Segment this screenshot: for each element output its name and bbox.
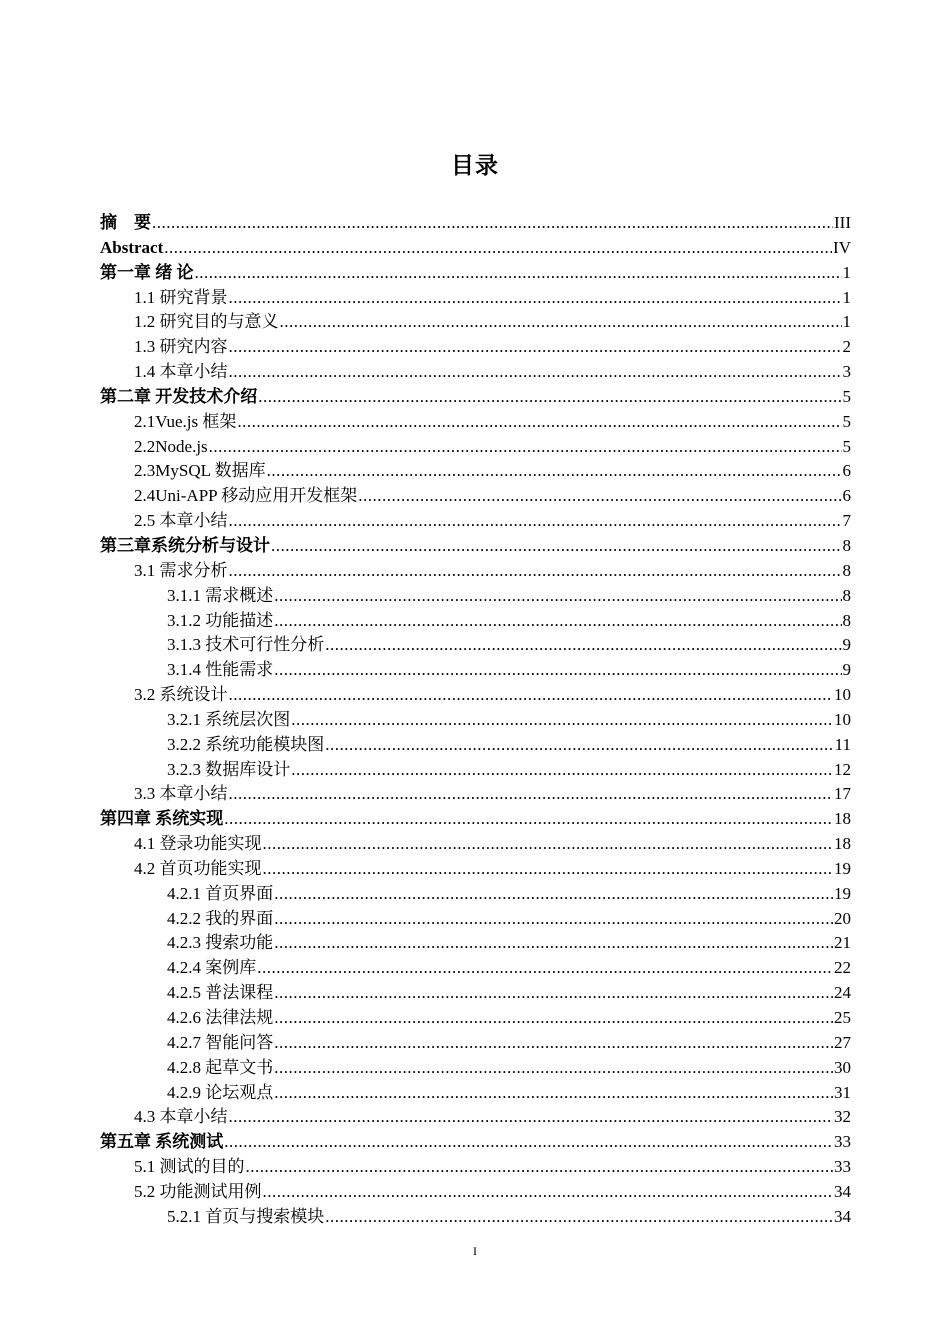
toc-entry[interactable]	[100, 956, 851, 981]
toc-entry-label: 第四章 系统实现	[100, 809, 224, 829]
toc-entry-page: IV	[833, 237, 851, 257]
toc-leader-dots	[274, 931, 833, 956]
toc-entry-label: 4.2.4 案例库	[167, 958, 257, 978]
table-of-contents	[100, 211, 851, 1230]
toc-entry-page: 10	[834, 685, 851, 705]
toc-entry-page: 8	[842, 585, 851, 605]
toc-leader-dots	[274, 1056, 833, 1081]
toc-leader-dots	[274, 1031, 833, 1056]
toc-entry-label: Abstract	[100, 237, 164, 257]
toc-entry[interactable]	[100, 211, 851, 236]
toc-entry-page: 5	[842, 386, 851, 406]
toc-entry[interactable]	[100, 633, 851, 658]
toc-entry-label: 3.2 系统设计	[134, 685, 228, 705]
toc-entry-label: 4.2.1 首页界面	[167, 883, 274, 903]
toc-leader-dots	[224, 807, 833, 832]
toc-entry-page: 22	[834, 958, 851, 978]
toc-entry-label: 5.2 功能测试用例	[134, 1181, 262, 1201]
toc-entry-page: 2	[842, 337, 851, 357]
toc-leader-dots	[274, 1006, 833, 1031]
toc-leader-dots	[271, 534, 842, 559]
toc-entry[interactable]	[100, 609, 851, 634]
toc-entry[interactable]	[100, 931, 851, 956]
toc-entry[interactable]	[100, 484, 851, 509]
toc-entry[interactable]	[100, 559, 851, 584]
toc-entry-page: 19	[834, 883, 851, 903]
toc-entry-label: 第一章 绪 论	[100, 262, 194, 282]
toc-entry-page: 18	[834, 834, 851, 854]
toc-entry[interactable]	[100, 1155, 851, 1180]
toc-entry-label: 3.2.3 数据库设计	[167, 759, 291, 779]
toc-entry[interactable]	[100, 1105, 851, 1130]
toc-entry-page: 19	[834, 858, 851, 878]
toc-leader-dots	[274, 658, 841, 683]
toc-leader-dots	[274, 584, 841, 609]
toc-entry-page: 31	[834, 1082, 851, 1102]
toc-leader-dots	[164, 236, 832, 261]
toc-leader-dots	[229, 360, 842, 385]
toc-entry-label: 1.1 研究背景	[134, 287, 228, 307]
toc-leader-dots	[263, 1180, 834, 1205]
toc-entry-page: 34	[834, 1206, 851, 1226]
toc-entry-label: 第二章 开发技术介绍	[100, 386, 258, 406]
toc-leader-dots	[263, 832, 834, 857]
toc-entry-page: 11	[834, 734, 851, 754]
page-number: I	[473, 1244, 477, 1258]
toc-leader-dots	[325, 1205, 833, 1230]
toc-entry-page: 1	[842, 287, 851, 307]
toc-entry-page: 9	[842, 660, 851, 680]
toc-entry-label: 5.1 测试的目的	[134, 1157, 245, 1177]
toc-entry[interactable]	[100, 1031, 851, 1056]
toc-entry[interactable]	[100, 832, 851, 857]
toc-entry[interactable]	[100, 509, 851, 534]
toc-entry[interactable]	[100, 286, 851, 311]
toc-entry-label: 1.2 研究目的与意义	[134, 312, 279, 332]
toc-entry-page: 33	[834, 1132, 851, 1152]
page-title: 目录	[451, 153, 499, 178]
toc-entry[interactable]	[100, 882, 851, 907]
toc-entry[interactable]	[100, 410, 851, 435]
toc-entry[interactable]	[100, 459, 851, 484]
toc-leader-dots	[229, 286, 842, 311]
toc-entry-page: 9	[842, 635, 851, 655]
toc-entry-label: 1.3 研究内容	[134, 337, 228, 357]
toc-leader-dots	[280, 310, 842, 335]
toc-entry-label: 5.2.1 首页与搜索模块	[167, 1206, 325, 1226]
toc-entry-page: 32	[834, 1107, 851, 1127]
toc-entry-page: 17	[834, 784, 851, 804]
toc-entry-page: 8	[842, 610, 851, 630]
toc-leader-dots	[237, 410, 841, 435]
toc-entry-page: 3	[842, 362, 851, 382]
toc-entry[interactable]	[100, 733, 851, 758]
toc-entry[interactable]	[100, 981, 851, 1006]
toc-entry[interactable]	[100, 534, 851, 559]
toc-entry[interactable]	[100, 1180, 851, 1205]
toc-entry-label: 3.2.1 系统层次图	[167, 709, 291, 729]
toc-leader-dots	[229, 509, 842, 534]
toc-leader-dots	[291, 758, 833, 783]
toc-entry-label: 4.3 本章小结	[134, 1107, 228, 1127]
toc-entry[interactable]	[100, 310, 851, 335]
toc-entry-label: 2.3MySQL 数据库	[134, 461, 266, 481]
toc-entry-page: 30	[834, 1057, 851, 1077]
toc-entry-page: 5	[842, 436, 851, 456]
toc-entry-label: 2.4Uni-APP 移动应用开发框架	[134, 486, 358, 506]
toc-entry-label: 3.3 本章小结	[134, 784, 228, 804]
toc-leader-dots	[195, 261, 842, 286]
toc-entry[interactable]	[100, 1130, 851, 1155]
toc-entry[interactable]	[100, 782, 851, 807]
toc-leader-dots	[229, 335, 842, 360]
toc-entry-page: 6	[842, 461, 851, 481]
toc-entry[interactable]	[100, 385, 851, 410]
toc-leader-dots	[152, 211, 833, 236]
toc-leader-dots	[325, 733, 833, 758]
toc-entry-label: 第三章系统分析与设计	[100, 535, 270, 555]
toc-leader-dots	[229, 1105, 834, 1130]
toc-entry-page: 10	[834, 709, 851, 729]
toc-entry[interactable]	[100, 857, 851, 882]
toc-entry-label: 1.4 本章小结	[134, 362, 228, 382]
toc-leader-dots	[267, 459, 842, 484]
toc-leader-dots	[258, 385, 841, 410]
toc-entry-page: 34	[834, 1181, 851, 1201]
toc-leader-dots	[246, 1155, 834, 1180]
toc-entry-label: 4.2.8 起草文书	[167, 1057, 274, 1077]
toc-entry-label: 4.2.9 论坛观点	[167, 1082, 274, 1102]
toc-entry-label: 4.2.3 搜索功能	[167, 933, 274, 953]
toc-entry[interactable]	[100, 907, 851, 932]
toc-leader-dots	[209, 435, 842, 460]
toc-entry[interactable]	[100, 758, 851, 783]
toc-leader-dots	[274, 609, 841, 634]
toc-leader-dots	[224, 1130, 833, 1155]
toc-entry-page: 33	[834, 1157, 851, 1177]
toc-entry-page: 1	[842, 312, 851, 332]
toc-entry[interactable]	[100, 708, 851, 733]
toc-entry-label: 3.1 需求分析	[134, 560, 228, 580]
toc-entry-label: 3.2.2 系统功能模块图	[167, 734, 325, 754]
toc-leader-dots	[358, 484, 841, 509]
toc-entry-page: 7	[842, 511, 851, 531]
toc-leader-dots	[263, 857, 834, 882]
toc-entry-label: 3.1.2 功能描述	[167, 610, 274, 630]
toc-entry-page: 12	[834, 759, 851, 779]
toc-entry[interactable]	[100, 360, 851, 385]
toc-leader-dots	[229, 683, 834, 708]
toc-entry[interactable]	[100, 1081, 851, 1106]
toc-entry-label: 3.1.3 技术可行性分析	[167, 635, 325, 655]
toc-leader-dots	[229, 782, 834, 807]
toc-entry-label: 2.1Vue.js 框架	[134, 411, 237, 431]
toc-leader-dots	[274, 1081, 833, 1106]
toc-leader-dots	[257, 956, 833, 981]
toc-entry-page: 20	[834, 908, 851, 928]
toc-entry[interactable]	[100, 1056, 851, 1081]
toc-entry[interactable]	[100, 658, 851, 683]
toc-leader-dots	[291, 708, 833, 733]
toc-entry-page: 18	[834, 809, 851, 829]
toc-entry-page: 25	[834, 1008, 851, 1027]
toc-entry-label: 4.1 登录功能实现	[134, 834, 262, 854]
toc-entry-page: 5	[842, 411, 851, 431]
toc-entry-page: 6	[842, 486, 851, 506]
toc-leader-dots	[274, 981, 833, 1006]
toc-entry[interactable]	[100, 335, 851, 360]
toc-entry-label: 4.2.6 法律法规	[167, 1008, 274, 1027]
toc-entry-label: 摘 要	[100, 213, 151, 232]
toc-entry[interactable]	[100, 683, 851, 708]
toc-entry-label: 2.2Node.js	[134, 436, 208, 456]
toc-entry-label: 第五章 系统测试	[100, 1132, 224, 1152]
toc-entry[interactable]	[100, 1006, 851, 1031]
toc-entry-page: 8	[842, 535, 851, 555]
toc-entry-label: 4.2.7 智能问答	[167, 1032, 274, 1052]
toc-entry-label: 4.2.2 我的界面	[167, 908, 274, 928]
toc-entry[interactable]	[100, 236, 851, 261]
toc-entry-page: 8	[842, 560, 851, 580]
toc-entry-label: 4.2 首页功能实现	[134, 858, 262, 878]
toc-entry-page: III	[834, 213, 851, 232]
toc-entry-page: 24	[834, 983, 851, 1003]
toc-leader-dots	[325, 633, 841, 658]
toc-entry-label: 4.2.5 普法课程	[167, 983, 274, 1003]
toc-entry[interactable]	[100, 1205, 851, 1230]
toc-entry-page: 1	[842, 262, 851, 282]
toc-entry[interactable]	[100, 261, 851, 286]
toc-entry-label: 3.1.4 性能需求	[167, 660, 274, 680]
toc-entry[interactable]	[100, 584, 851, 609]
toc-leader-dots	[274, 882, 833, 907]
toc-leader-dots	[229, 559, 842, 584]
toc-entry[interactable]	[100, 435, 851, 460]
toc-entry-label: 2.5 本章小结	[134, 511, 228, 531]
toc-entry-label: 3.1.1 需求概述	[167, 585, 274, 605]
toc-entry-page: 21	[834, 933, 851, 953]
toc-entry-page: 27	[834, 1032, 851, 1052]
toc-entry[interactable]	[100, 807, 851, 832]
toc-leader-dots	[274, 907, 833, 932]
